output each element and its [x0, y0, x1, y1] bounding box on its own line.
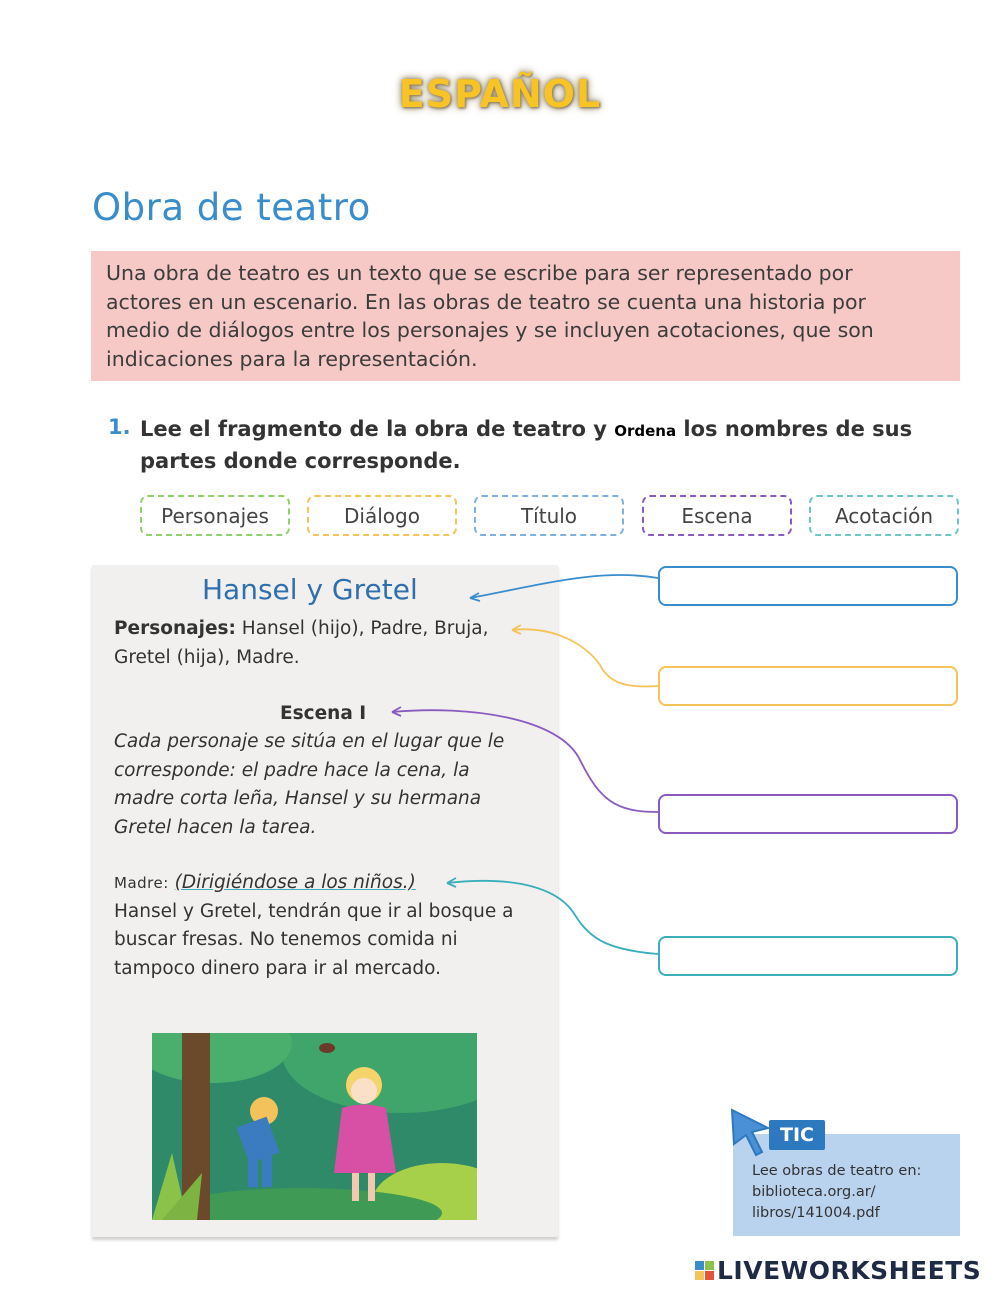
section-title: Obra de teatro — [92, 186, 371, 229]
connector-characters — [512, 629, 658, 686]
instruction-ordena: Ordena — [614, 422, 677, 440]
instruction-number: 1. — [108, 415, 131, 439]
instruction-text-after: los nombres de sus partes donde corresponde. — [140, 417, 913, 473]
connector-title — [470, 575, 658, 598]
word-chip-titulo[interactable]: Título — [474, 495, 624, 536]
speaker-name: Madre: — [114, 874, 169, 892]
tic-text: Lee obras de teatro en: biblioteca.org.ar/ libros/141004.pdf — [752, 1163, 922, 1221]
brand-logo — [695, 1256, 981, 1285]
word-chip-escena[interactable]: Escena — [642, 495, 792, 536]
dialogue-direction: (Dirigiéndose a los niños.) — [174, 872, 416, 893]
dialogue-text: Hansel y Gretel, tendrán que ir al bosque a buscar fresas. No tenemos comida ni tampoco dinero para ir al mercado. — [114, 900, 514, 979]
word-chip-dialogo[interactable]: Diálogo — [307, 495, 457, 536]
characters-label: Personajes: — [114, 618, 236, 639]
instruction-text-before: Lee el fragmento de la obra de teatro y — [140, 417, 607, 441]
stage-direction: Cada personaje se sitúa en el lugar que le corresponde: el padre hace la cena, la madre corta leña, Hansel y su hermana Gretel hacen la tarea. — [114, 731, 505, 838]
tic-label: TIC — [769, 1120, 825, 1150]
scene-heading: Escena I — [280, 703, 367, 724]
connector-scene — [392, 710, 658, 812]
word-chip-acotacion[interactable]: Acotación — [809, 495, 959, 536]
definition-line: actores en un escenario. En las obras de teatro se cuenta una historia por — [106, 289, 866, 314]
subject-title: ESPAÑOL — [398, 72, 602, 116]
liveworksheets-logo-icon — [695, 1261, 714, 1280]
word-chip-personajes[interactable]: Personajes — [140, 495, 290, 536]
definition-line: Una obra de teatro es un texto que se escribe para ser representado por — [106, 261, 853, 285]
definition-line: medio de diálogos entre los personajes y se incluyen acotaciones, que son — [106, 318, 874, 342]
characters-text: Hansel (hijo), Padre, Bruja, Gretel (hija), Madre. — [114, 618, 489, 668]
story-title: Hansel y Gretel — [202, 573, 418, 606]
definition-line: indicaciones para la representación. — [106, 346, 478, 371]
connector-stage-direction — [447, 881, 658, 954]
brand-name: LIVEWORKSHEETS — [717, 1256, 982, 1285]
